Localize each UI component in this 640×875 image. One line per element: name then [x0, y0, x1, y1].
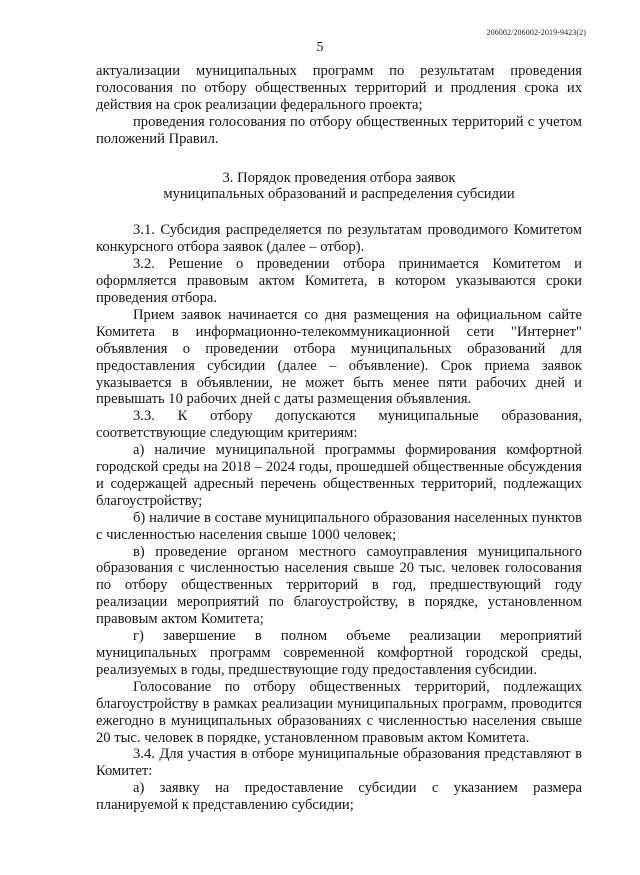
paragraph-3-2: 3.2. Решение о проведении отбора принимается Комитетом и оформляется правовым актом Комитета, в котором указываются сроки проведения отбора.: [96, 256, 582, 306]
section-heading: [96, 170, 582, 204]
paragraph-intro-1: актуализации муниципальных программ по результатам проведения голосования по отбору общественных территорий и продления срока их действия на срок реализации федерального проекта;: [96, 63, 582, 113]
section-heading-line-2: муниципальных образований и распределения субсидии: [163, 186, 515, 203]
page-number: 5: [316, 40, 324, 55]
paragraph-3-4: 3.4. Для участия в отборе муниципальные образования представляют в Комитет:: [96, 746, 582, 780]
criterion-v: в) проведение органом местного самоуправления муниципального образования с численностью населения свыше 20 тыс. человек голосования по отбору общественных территорий в год, предшествующий году реализации мероприятий по благоустройству, в порядке, установленном правовым актом Комитета;: [96, 543, 582, 628]
paragraph-3-4-a: а) заявку на предоставление субсидии с указанием размера планируемой к представлению субсидии;: [96, 780, 582, 814]
paragraph-3-1: 3.1. Субсидия распределяется по результатам проводимого Комитетом конкурсного отбора заявок (далее – отбор).: [96, 222, 582, 256]
paragraph-application-intake: Прием заявок начинается со дня размещения на официальном сайте Комитета в информационно-телекоммуникационной сети "Интернет" объявления о проведении отбора муниципальных образований для предоставления субсидии (далее – объявление). Срок приема заявок указывается в объявлении, не может быть менее пяти рабочих дней и превышать 10 рабочих дней с даты размещения объявления.: [96, 306, 582, 408]
criterion-a: а) наличие муниципальной программы формирования комфортной городской среды на 2018 – 2024 годы, прошедшей общественные обсуждения и содержащей адресный перечень общественных территорий, подлежащих благоустройству;: [96, 442, 582, 509]
paragraph-3-3: 3.3. К отбору допускаются муниципальные образования, соответствующие следующим критериям:: [96, 408, 582, 442]
document-body: [96, 63, 582, 814]
criterion-g: г) завершение в полном объеме реализации мероприятий муниципальных программ современной комфортной городской среды, реализуемых в годы, предшествующие году предоставления субсидии.: [96, 628, 582, 678]
paragraph-voting: Голосование по отбору общественных территорий, подлежащих благоустройству в рамках реализации муниципальных программ, проводится ежегодно в муниципальных образованиях с численностью населения свыше 20 тыс. человек в порядке, установленном правовым актом Комитета.: [96, 678, 582, 746]
section-heading-line-1: 3. Порядок проведения отбора заявок: [222, 169, 456, 186]
paragraph-intro-2: проведения голосования по отбору общественных территорий с учетом положений Правил.: [96, 113, 582, 147]
document-id: 206002/206002-2019-9423(2): [486, 28, 586, 37]
criterion-b: б) наличие в составе муниципального образования населенных пунктов с численностью населения свыше 1000 человек;: [96, 509, 582, 543]
